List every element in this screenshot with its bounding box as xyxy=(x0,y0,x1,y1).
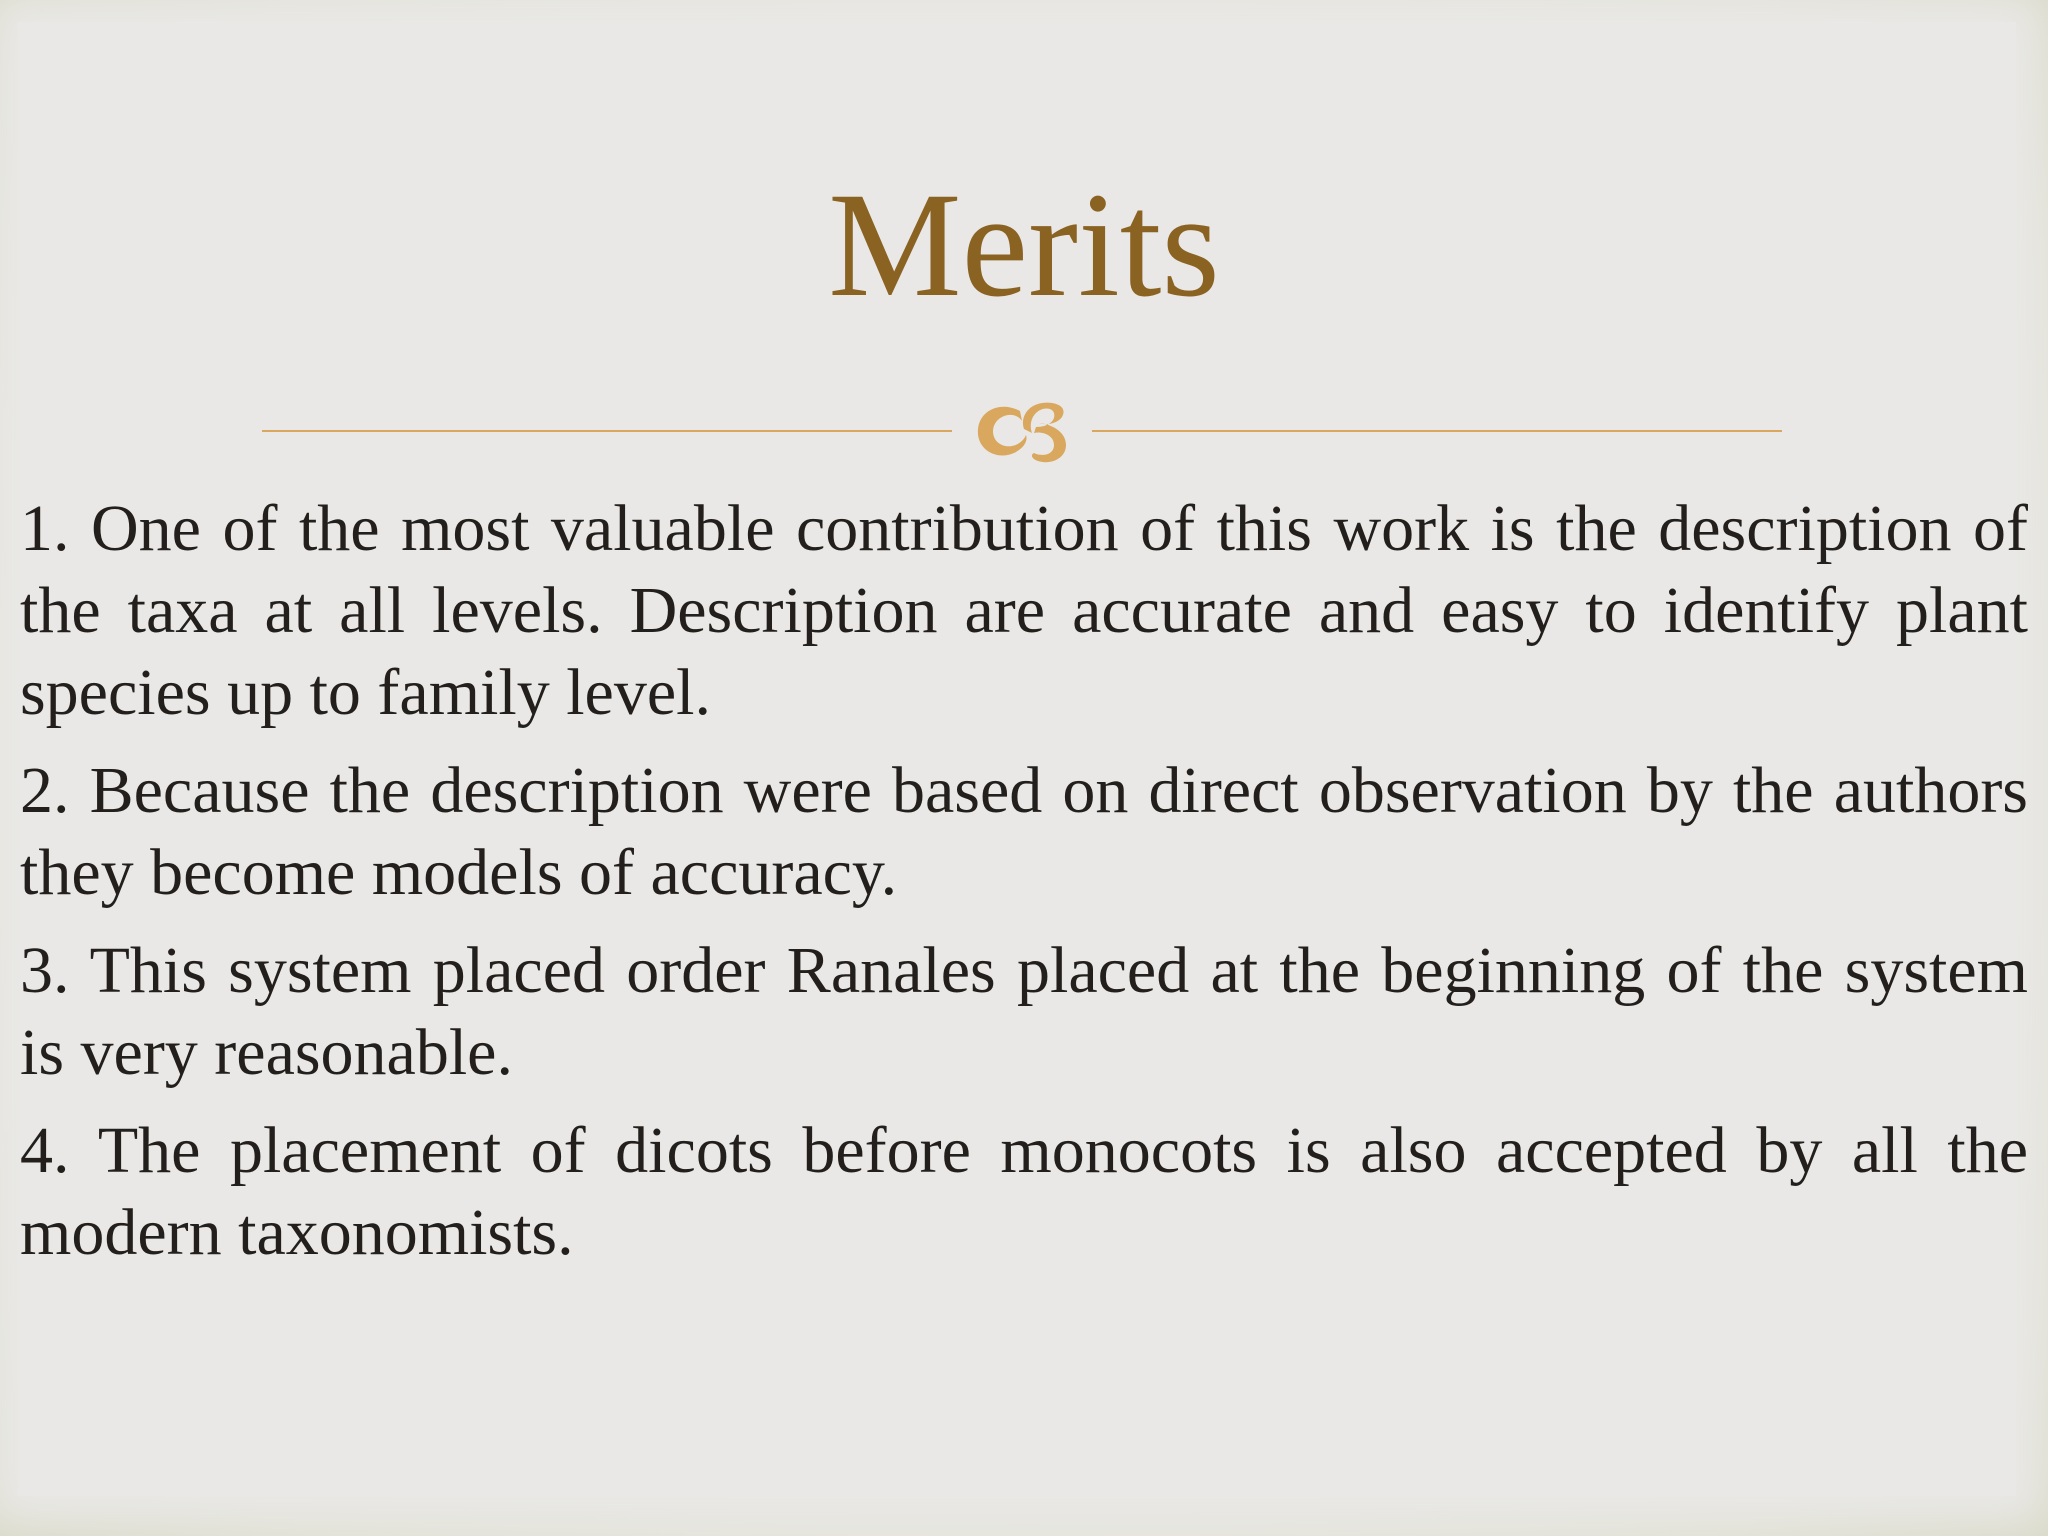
divider-line-left xyxy=(262,430,952,432)
divider-line-right xyxy=(1092,430,1782,432)
merit-item-3: 3. This system placed order Ranales placed at the beginning of the system is very reasonable. xyxy=(20,934,2028,1089)
merits-list xyxy=(20,488,2028,1290)
merit-item-2: 2. Because the description were based on direct observation by the authors they become models of accuracy. xyxy=(20,754,2028,909)
merit-item-4: 4. The placement of dicots before monocots is also accepted by all the modern taxonomists. xyxy=(20,1114,2028,1269)
slide-title: Merits xyxy=(828,162,1220,328)
flourish-icon xyxy=(950,383,1100,483)
merit-item-1: 1. One of the most valuable contribution of this work is the description of the taxa at all levels. Description are accurate and easy to identify plant species up to family level. xyxy=(20,492,2028,729)
